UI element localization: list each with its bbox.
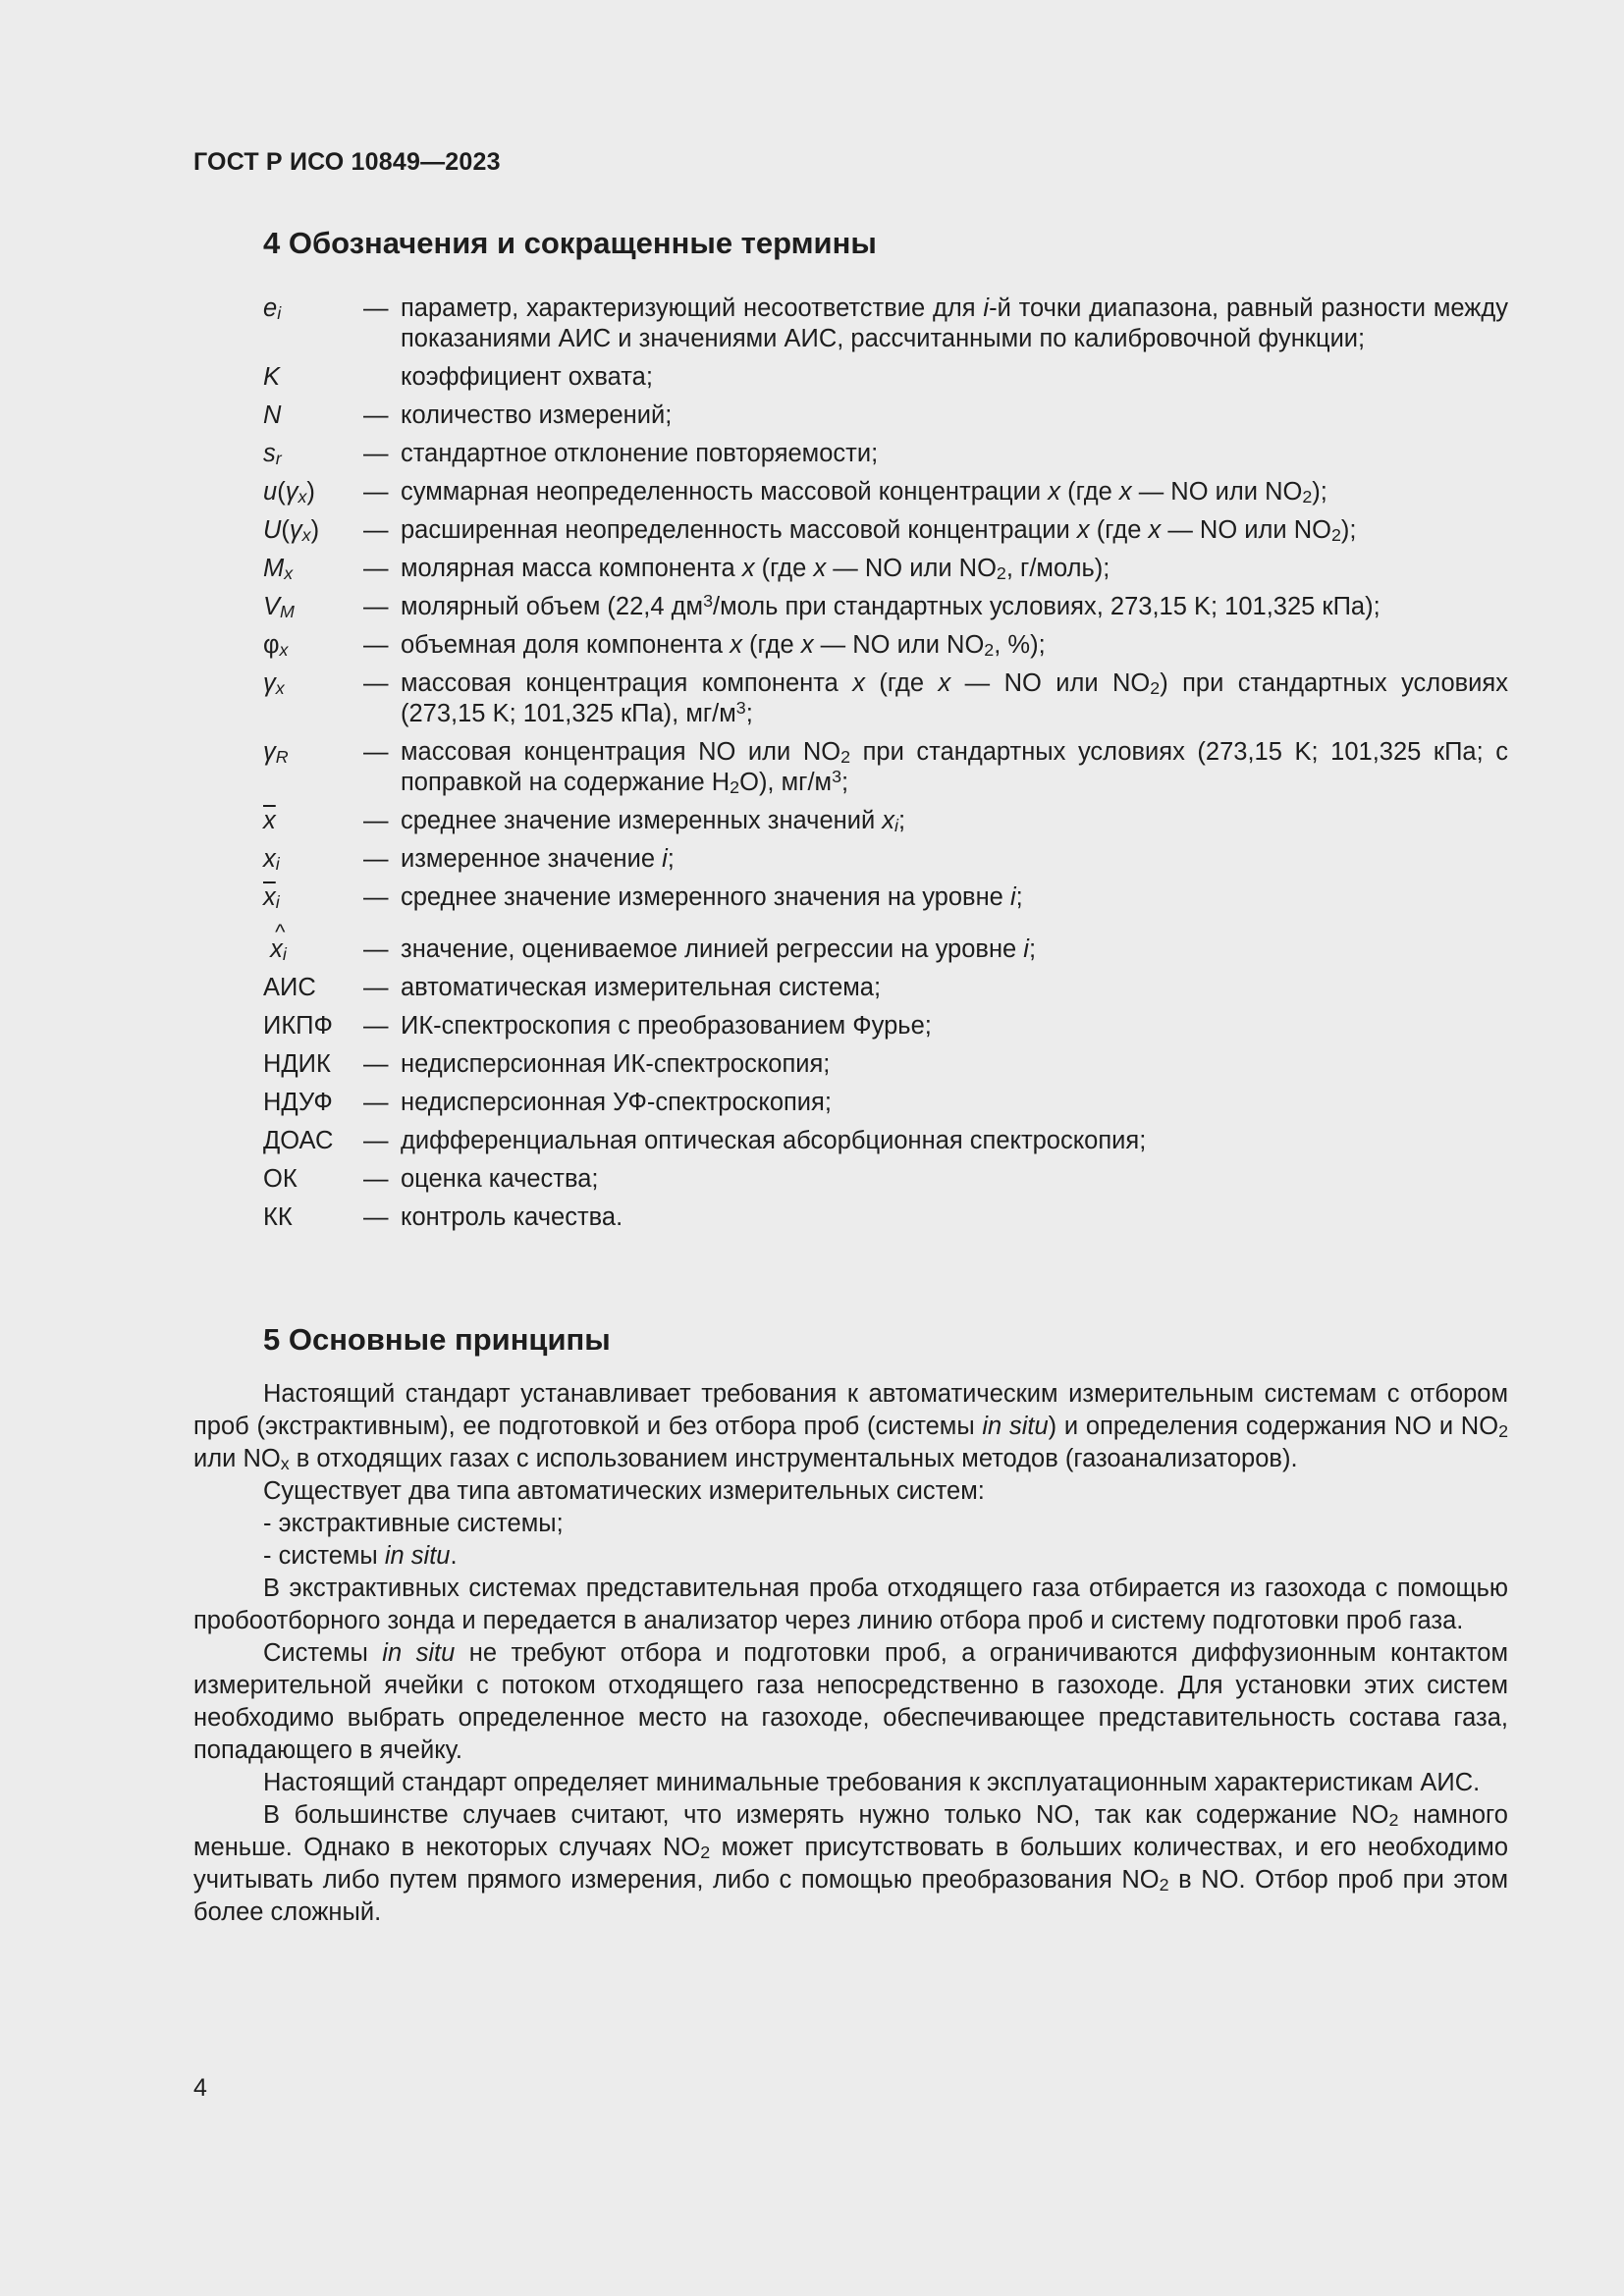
term-dash: —: [363, 1089, 389, 1116]
term-v-m: [263, 592, 1508, 622]
abbreviation-row: [263, 1049, 1508, 1080]
term-description: среднее значение измеренного значения на уровне i;: [401, 883, 1023, 911]
term-dash: —: [363, 1050, 389, 1078]
term-description: молярная масса компонента x (где x — NO или $NO_2$, г/моль);: [401, 555, 1110, 583]
abbreviation: АИС: [263, 974, 316, 1001]
term-symbol: N: [263, 401, 282, 429]
body-paragraph: Системы in situ не требуют отбора и подготовки проб, а ограничиваются диффузионным контактом измерительной ячейки с потоком отходящего газа непосредственно в газоходе. Для установки этих систем необходимо выбрать определенное место на газоходе, обеспечивающее представительность состава газа, попадающего в ячейку.: [193, 1639, 1508, 1764]
abbreviation-description: недисперсионная УФ-спектроскопия;: [401, 1089, 832, 1116]
term-dash: [363, 362, 401, 393]
term-s-r: [263, 439, 1508, 469]
term-symbol: $u(\gamma_x)$: [263, 478, 315, 507]
body-paragraph: - экстрактивные системы;: [263, 1510, 564, 1537]
abbreviation-description: контроль качества.: [401, 1203, 623, 1231]
term-dash: —: [363, 294, 389, 322]
term-u-large: [263, 515, 1508, 546]
term-dash: —: [363, 1012, 389, 1040]
body-paragraph: В экстрактивных системах представительная проба отходящего газа отбирается из газохода с помощью пробоотборного зонда и передается в анализатор через линию отбора проб и систему подготовки проб газа.: [193, 1575, 1508, 1634]
term-dash: —: [363, 593, 389, 620]
abbreviation-row: [263, 1088, 1508, 1118]
term-dash: —: [363, 1165, 389, 1193]
term-symbol: $s_r$: [263, 440, 282, 468]
term-u-small: [263, 477, 1508, 507]
abbreviation-description: недисперсионная ИК-спектроскопия;: [401, 1050, 831, 1078]
term-e-i: [263, 294, 1508, 354]
term-symbol: $\gamma_R$: [263, 738, 289, 767]
section-5-title: 5 Основные принципы: [263, 1322, 611, 1357]
term-symbol: K: [263, 363, 281, 391]
term-symbol: $x_i$: [263, 845, 280, 874]
page-number: 4: [193, 2074, 207, 2102]
term-description: параметр, характеризующий несоответствие для i-й точки диапазона, равный разности между показаниями АИС и значениями АИС, рассчитанными по калибровочной функции;: [401, 294, 1508, 352]
term-description: среднее значение измеренных значений $x_i$;: [401, 807, 906, 835]
abbreviation-description: дифференциальная оптическая абсорбционная спектроскопия;: [401, 1127, 1147, 1154]
term-dash: —: [363, 478, 389, 506]
section-5-body: [193, 1378, 1508, 1929]
term-description: массовая концентрация компонента x (где x — NO или $NO_2$) при стандартных условиях (273,15 K; 101,325 кПа), $мг/м^3$;: [401, 669, 1508, 727]
term-symbol: $\varphi_x$: [263, 631, 289, 660]
body-paragraph: Существует два типа автоматических измерительных систем:: [263, 1477, 985, 1505]
term-dash: —: [363, 1203, 389, 1231]
abbreviation-row: [263, 1126, 1508, 1156]
term-x-i-hat: [263, 934, 1508, 965]
term-x-bar: [263, 806, 1508, 836]
term-m-x: [263, 554, 1508, 584]
abbreviation-row: [263, 1202, 1508, 1233]
term-description: коэффициент охвата;: [401, 363, 653, 391]
body-paragraph: Настоящий стандарт устанавливает требования к автоматическим измерительным системам с отбором проб (экстрактивным), ее подготовкой и без отбора проб (системы in situ) и определения содержания NO и $NO_2$ или $NO_x$ в отходящих газах с использованием инструментальных методов (газоанализаторов).: [193, 1380, 1508, 1473]
abbreviation: ОК: [263, 1165, 298, 1193]
term-description: измеренное значение i;: [401, 845, 675, 873]
abbreviation: ИКПФ: [263, 1012, 333, 1040]
term-dash: —: [363, 845, 389, 873]
term-symbol: $V_M$: [263, 593, 295, 621]
term-dash: —: [363, 807, 389, 834]
abbreviation: НДУФ: [263, 1089, 333, 1116]
body-paragraph: В большинстве случаев считают, что измерять нужно только NO, так как содержание $NO_2$ намного меньше. Однако в некоторых случаях $NO_2$ может присутствовать в больших количествах, и его необходимо учитывать либо путем прямого измерения, либо с помощью преобразования $NO_2$ в NO. Отбор проб при этом более сложный.: [193, 1801, 1509, 1926]
term-phi-x: [263, 630, 1508, 661]
abbreviation-description: оценка качества;: [401, 1165, 599, 1193]
term-n: [263, 400, 1508, 431]
term-dash: —: [363, 1127, 389, 1154]
term-description: объемная доля компонента x (где x — NO или $NO_2$, %);: [401, 631, 1046, 660]
term-x-i: [263, 844, 1508, 875]
term-dash: —: [363, 440, 389, 467]
term-dash: —: [363, 738, 389, 766]
document-header: ГОСТ Р ИСО 10849—2023: [193, 148, 501, 176]
term-dash: —: [363, 883, 389, 911]
abbreviation-description: ИК-спектроскопия с преобразованием Фурье;: [401, 1012, 932, 1040]
term-description: суммарная неопределенность массовой концентрации x (где x — NO или $NO_2$);: [401, 478, 1327, 507]
body-paragraph: Настоящий стандарт определяет минимальные требования к эксплуатационным характеристикам АИС.: [263, 1769, 1481, 1796]
term-symbol: $M_x$: [263, 555, 294, 583]
abbreviation: ДОАС: [263, 1127, 334, 1154]
abbreviations-list: [263, 973, 1508, 1233]
term-symbol: $\overline{x}$: [263, 807, 276, 834]
term-symbol: $\gamma_x$: [263, 669, 285, 698]
term-symbol: $U(\gamma_x)$: [263, 516, 320, 545]
term-symbol: $\overline{x}_i$: [263, 883, 280, 912]
term-dash: —: [363, 401, 389, 429]
term-gamma-r: [263, 737, 1508, 798]
term-dash: —: [363, 631, 389, 659]
term-dash: —: [363, 516, 389, 544]
abbreviation: КК: [263, 1203, 293, 1231]
abbreviation-row: [263, 1011, 1508, 1041]
term-x-i-bar: [263, 882, 1508, 913]
abbreviation-description: автоматическая измерительная система;: [401, 974, 882, 1001]
term-symbol: ^ $x_i$: [263, 934, 363, 965]
term-dash: —: [363, 935, 389, 963]
term-description: расширенная неопределенность массовой концентрации x (где x — NO или $NO_2$);: [401, 516, 1357, 545]
section-4-title: 4 Обозначения и сокращенные термины: [263, 226, 877, 260]
symbols-list: [263, 294, 1508, 1241]
term-description: стандартное отклонение повторяемости;: [401, 440, 879, 467]
body-paragraph: - системы in situ.: [263, 1542, 458, 1570]
term-description: массовая концентрация NO или $NO_2$ при стандартных условиях (273,15 K; 101,325 кПа; с поправкой на содержание $H_2O$), $мг/м^3$;: [401, 738, 1508, 797]
term-description: значение, оцениваемое линией регрессии на уровне i;: [401, 935, 1037, 963]
abbreviation-row: [263, 1164, 1508, 1195]
term-dash: —: [363, 669, 389, 697]
term-symbol: $e_i$: [263, 294, 282, 323]
term-k: [263, 362, 1508, 393]
term-dash: —: [363, 555, 389, 582]
term-dash: —: [363, 974, 389, 1001]
term-gamma-x: [263, 668, 1508, 729]
term-description: молярный объем (22,4 $дм^3$/моль при стандартных условиях, 273,15 K; 101,325 кПа);: [401, 590, 1380, 620]
term-description: количество измерений;: [401, 401, 673, 429]
abbreviation: НДИК: [263, 1050, 331, 1078]
abbreviation-row: [263, 973, 1508, 1003]
